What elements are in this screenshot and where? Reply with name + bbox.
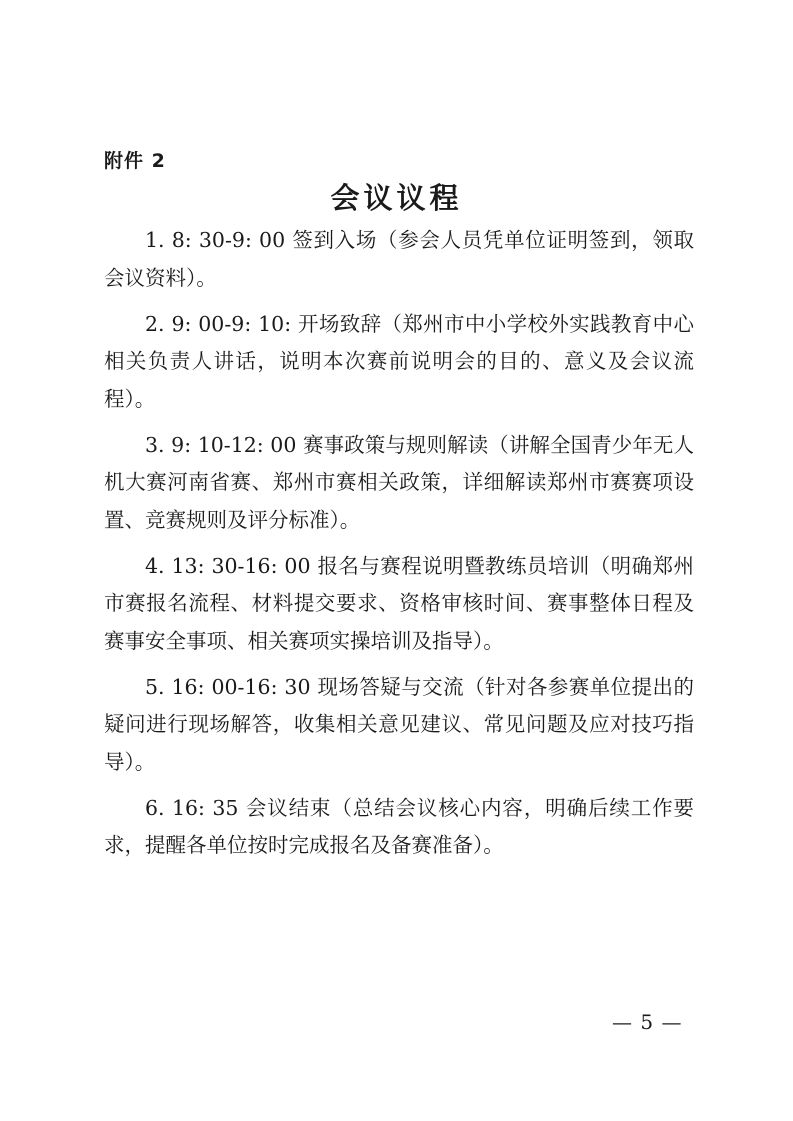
agenda-item: 3. 9: 10-12: 00 赛事政策与规则解读（讲解全国青少年无人机大赛河南省赛、郑州市赛相关政策，详细解读郑州市赛赛项设置、竞赛规则及评分标准）。 bbox=[104, 432, 694, 532]
agenda-item: 1. 8: 30-9: 00 签到入场（参会人员凭单位证明签到，领取会议资料）。 bbox=[104, 228, 694, 290]
agenda-item: 2. 9: 00-9: 10: 开场致辞（郑州市中小学校外实践教育中心相关负责人讲话，说明本次赛前说明会的目的、意义及会议流程）。 bbox=[104, 311, 694, 411]
agenda-item: 5. 16: 00-16: 30 现场答疑与交流（针对各参赛单位提出的疑问进行现场解答，收集相关意见建议、常见问题及应对技巧指导）。 bbox=[104, 674, 694, 774]
agenda-item: 6. 16: 35 会议结束（总结会议核心内容，明确后续工作要求，提醒各单位按时完成报名及备赛准备）。 bbox=[104, 795, 694, 857]
attachment-label: 附件 2 bbox=[104, 150, 166, 172]
agenda-list bbox=[104, 222, 694, 873]
page-title: 会议议程 bbox=[330, 181, 463, 215]
page-number: — 5 — bbox=[612, 1010, 683, 1034]
agenda-item: 4. 13: 30-16: 00 报名与赛程说明暨教练员培训（明确郑州市赛报名流程、材料提交要求、资格审核时间、赛事整体日程及赛事安全事项、相关赛项实操培训及指导）。 bbox=[104, 553, 694, 653]
